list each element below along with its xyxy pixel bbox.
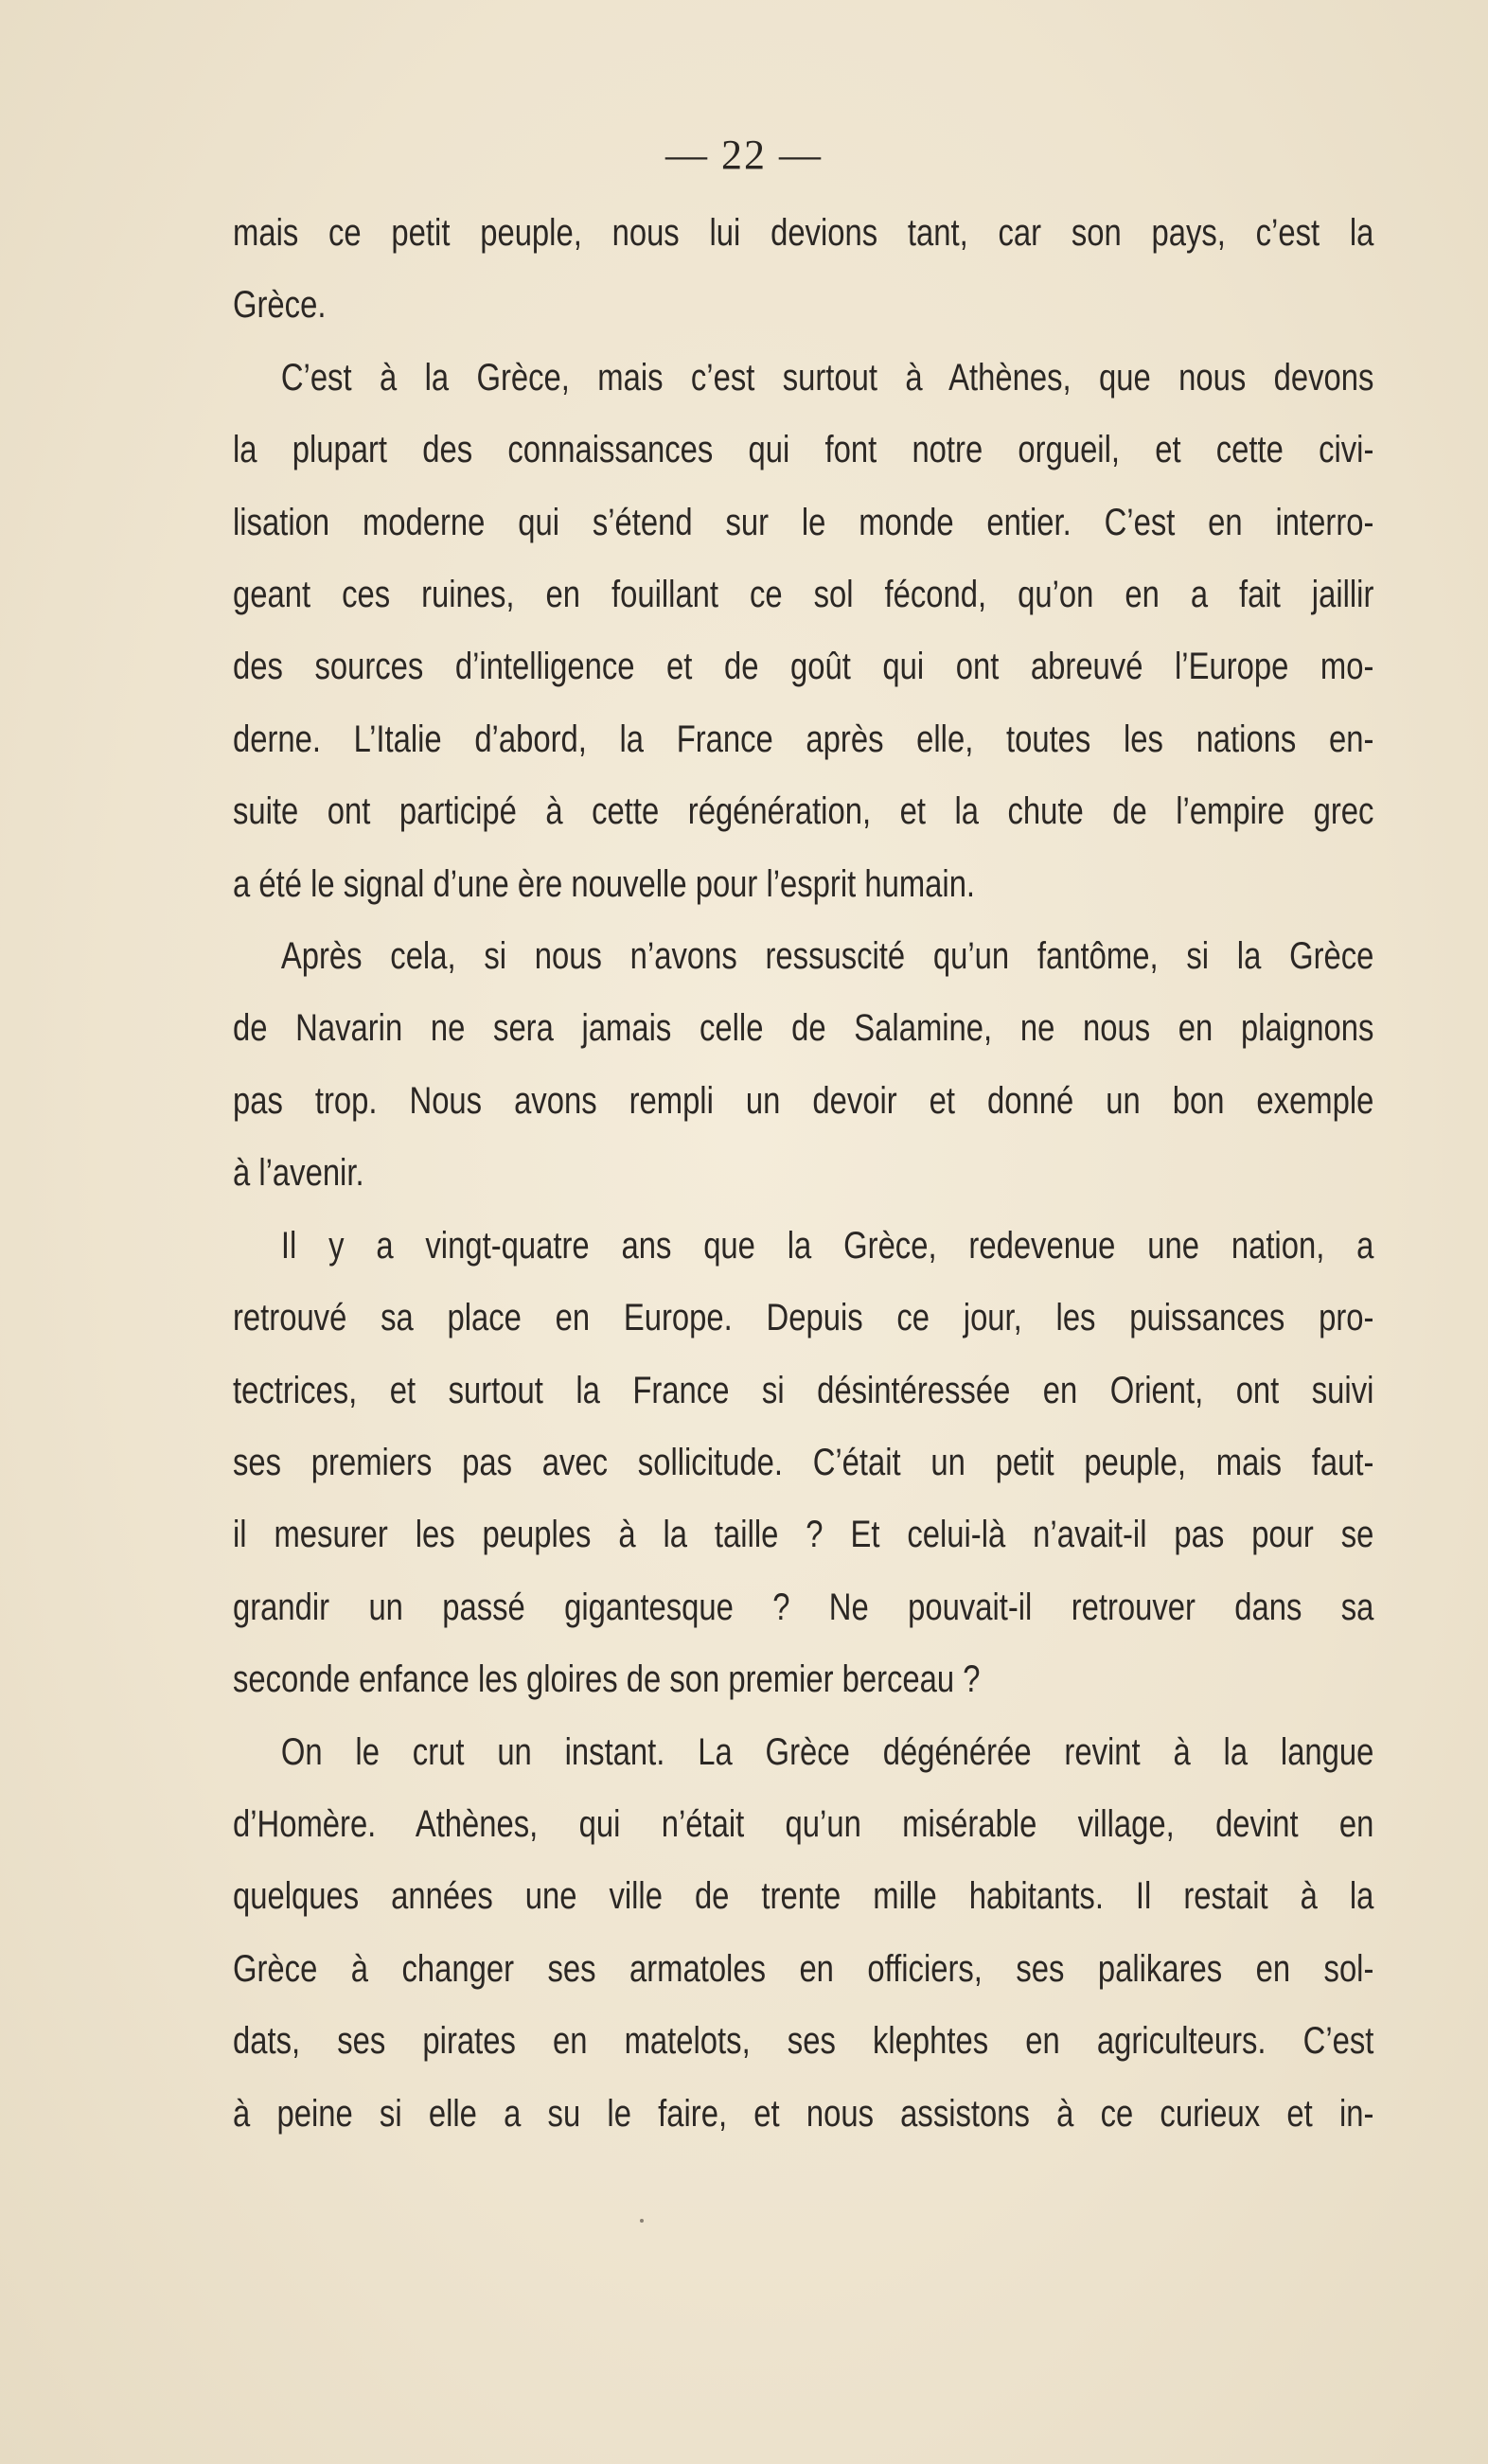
body-text	[233, 197, 1374, 2150]
text-line: pas trop. Nous avons rempli un devoir et donné un bon exemple	[233, 1079, 1374, 1122]
text-line: quelques années une ville de trente mille habitants. Il restait à la	[233, 1875, 1374, 1918]
text-line: suite ont participé à cette régénération, et la chute de l’empire grec	[233, 790, 1374, 833]
text-line: retrouvé sa place en Europe. Depuis ce jour, les puissances pro-	[233, 1297, 1374, 1339]
text-line: Il y a vingt-quatre ans que la Grèce, redevenue une nation, a	[280, 1224, 1374, 1267]
text-line: lisation moderne qui s’étend sur le monde entier. C’est en interro-	[233, 501, 1374, 543]
text-line: mais ce petit peuple, nous lui devions tant, car son pays, c’est la	[233, 212, 1374, 254]
text-line: à l’avenir.	[233, 1152, 364, 1195]
text-line: des sources d’intelligence et de goût qui ont abreuvé l’Europe mo-	[233, 646, 1374, 688]
text-line: il mesurer les peuples à la taille ? Et celui-là n’avait-il pas pour se	[233, 1514, 1374, 1556]
text-line: C’est à la Grèce, mais c’est surtout à Athènes, que nous devons	[280, 356, 1374, 399]
text-line: Grèce.	[233, 284, 327, 327]
text-line: ses premiers pas avec sollicitude. C’était un petit peuple, mais faut-	[233, 1441, 1374, 1483]
text-line: tectrices, et surtout la France si désintéressée en Orient, ont suivi	[233, 1369, 1374, 1411]
text-line: Grèce à changer ses armatoles en officiers, ses palikares en sol-	[233, 1947, 1374, 1990]
text-line: geant ces ruines, en fouillant ce sol fécond, qu’on en a fait jaillir	[233, 574, 1374, 616]
text-line: seconde enfance les gloires de son premier berceau ?	[233, 1658, 981, 1701]
text-line: derne. L’Italie d’abord, la France après elle, toutes les nations en-	[233, 718, 1374, 760]
text-line: grandir un passé gigantesque ? Ne pouvait-il retrouver dans sa	[233, 1586, 1374, 1628]
text-line: d’Homère. Athènes, qui n’était qu’un misérable village, devint en	[233, 1802, 1374, 1845]
text-line: On le crut un instant. La Grèce dégénérée revint à la langue	[280, 1730, 1374, 1773]
text-line: dats, ses pirates en matelots, ses klephtes en agriculteurs. C’est	[233, 2020, 1374, 2063]
paper-speck	[640, 2219, 644, 2223]
text-line: a été le signal d’une ère nouvelle pour l’esprit humain.	[233, 862, 976, 905]
text-line: Après cela, si nous n’avons ressuscité qu’un fantôme, si la Grèce	[280, 935, 1374, 978]
text-line: à peine si elle a su le faire, et nous assistons à ce curieux et in-	[233, 2092, 1374, 2135]
text-line: de Navarin ne sera jamais celle de Salamine, ne nous en plaignons	[233, 1007, 1374, 1050]
page-number: — 22 —	[665, 132, 823, 178]
text-line: la plupart des connaissances qui font notre orgueil, et cette civi-	[233, 429, 1374, 471]
